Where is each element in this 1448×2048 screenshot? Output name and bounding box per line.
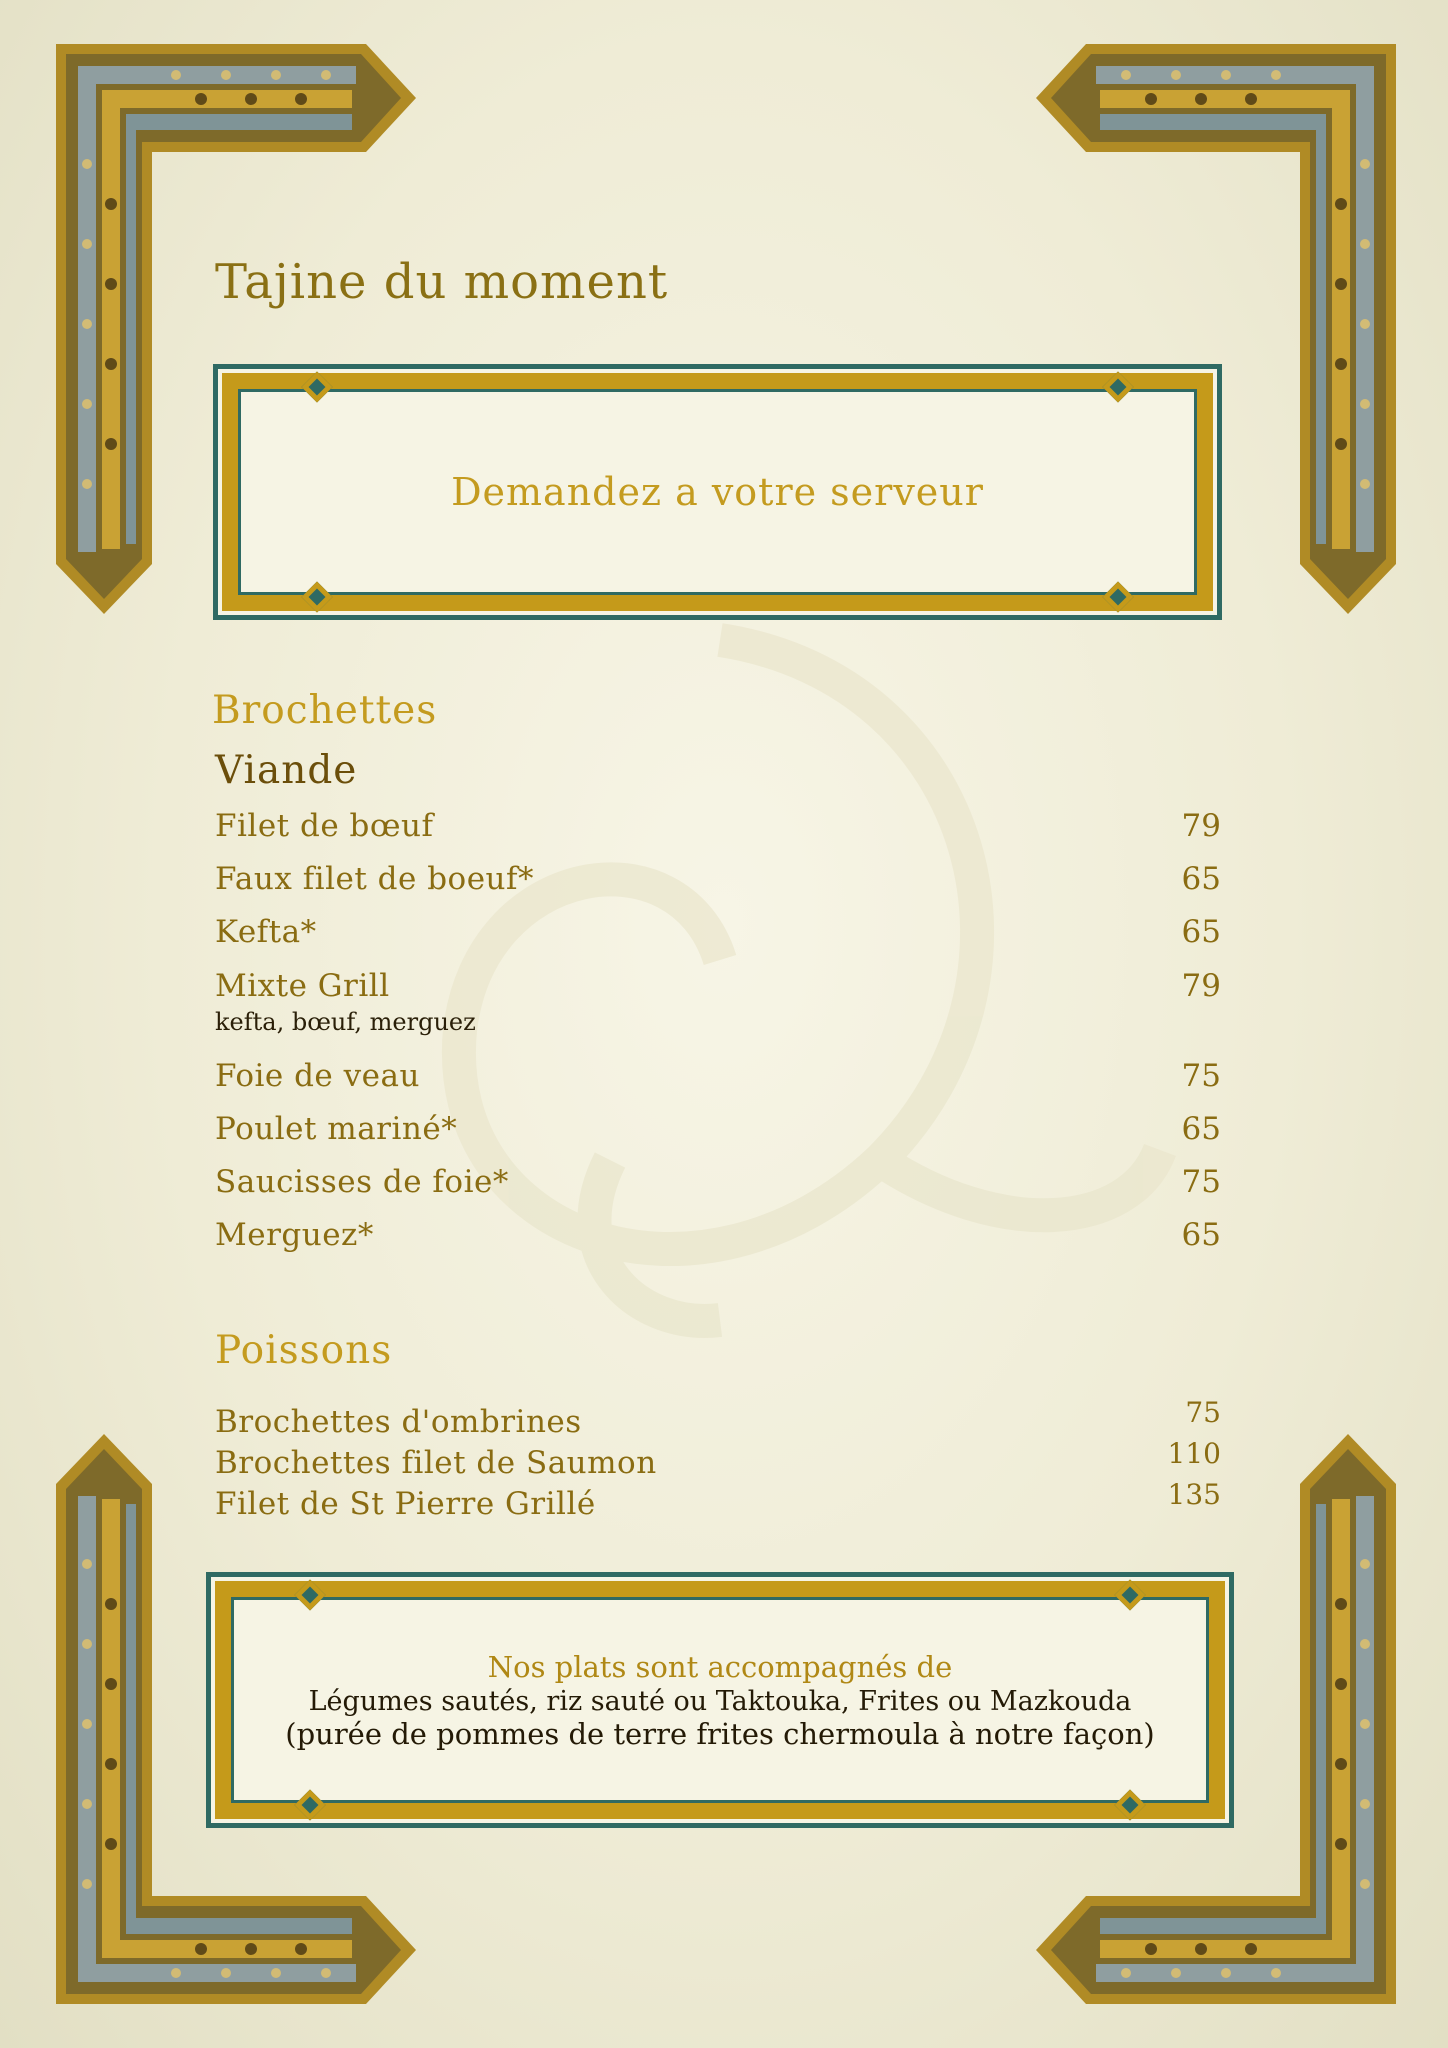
menu-item-price: 65 (1181, 914, 1221, 950)
sides-notice-detail: (purée de pommes de terre frites chermoula à notre façon) (285, 1716, 1155, 1751)
menu-item-name: Faux filet de boeuf* (215, 861, 534, 897)
tajine-notice-frame (213, 364, 1222, 620)
menu-item (215, 1111, 1221, 1155)
menu-item (215, 1217, 1221, 1261)
menu-item-name: Brochettes filet de Saumon (215, 1445, 657, 1481)
sides-notice-frame (206, 1572, 1234, 1828)
menu-item-name: Kefta* (215, 914, 317, 950)
menu-item-price: 110 (1167, 1437, 1221, 1470)
sides-notice-options: Légumes sautés, riz sauté ou Taktouka, Frites ou Mazkouda (308, 1685, 1132, 1717)
menu-item-name: Mixte Grill (215, 968, 390, 1004)
menu-item-price: 65 (1181, 861, 1221, 897)
menu-item (215, 1058, 1221, 1102)
menu-item-price: 79 (1181, 808, 1221, 844)
menu-item-price: 75 (1181, 1058, 1221, 1094)
menu-item-price: 75 (1181, 1164, 1221, 1200)
menu-item-price: 79 (1181, 968, 1221, 1004)
viande-subheading: Viande (215, 748, 358, 793)
sides-notice-intro: Nos plats sont accompagnés de (487, 1649, 953, 1684)
menu-item (215, 861, 1221, 905)
menu-item (215, 1478, 1221, 1526)
menu-item-name: Poulet mariné* (215, 1111, 458, 1147)
menu-item-price: 65 (1181, 1111, 1221, 1147)
menu-item (215, 808, 1221, 852)
menu-item-name: Foie de veau (215, 1058, 420, 1094)
menu-item-name: Filet de bœuf (215, 808, 434, 844)
menu-item-name: Saucisses de foie* (215, 1164, 509, 1200)
tajine-notice-text: Demandez a votre serveur (451, 470, 984, 514)
poissons-heading: Poissons (215, 1328, 393, 1373)
menu-item-description: kefta, bœuf, merguez (215, 1008, 476, 1036)
menu-item (215, 968, 1221, 1046)
brochettes-heading: Brochettes (212, 688, 438, 733)
menu-item-price: 135 (1167, 1478, 1221, 1511)
menu-item-price: 75 (1185, 1396, 1221, 1429)
menu-item-name: Filet de St Pierre Grillé (215, 1486, 596, 1522)
menu-item (215, 1437, 1221, 1485)
menu-item-price: 65 (1181, 1217, 1221, 1253)
menu-item (215, 1164, 1221, 1208)
menu-item (215, 914, 1221, 958)
menu-item-name: Merguez* (215, 1217, 374, 1253)
page-title: Tajine du moment (215, 254, 669, 310)
menu-item (215, 1396, 1221, 1444)
menu-item-name: Brochettes d'ombrines (215, 1404, 582, 1440)
